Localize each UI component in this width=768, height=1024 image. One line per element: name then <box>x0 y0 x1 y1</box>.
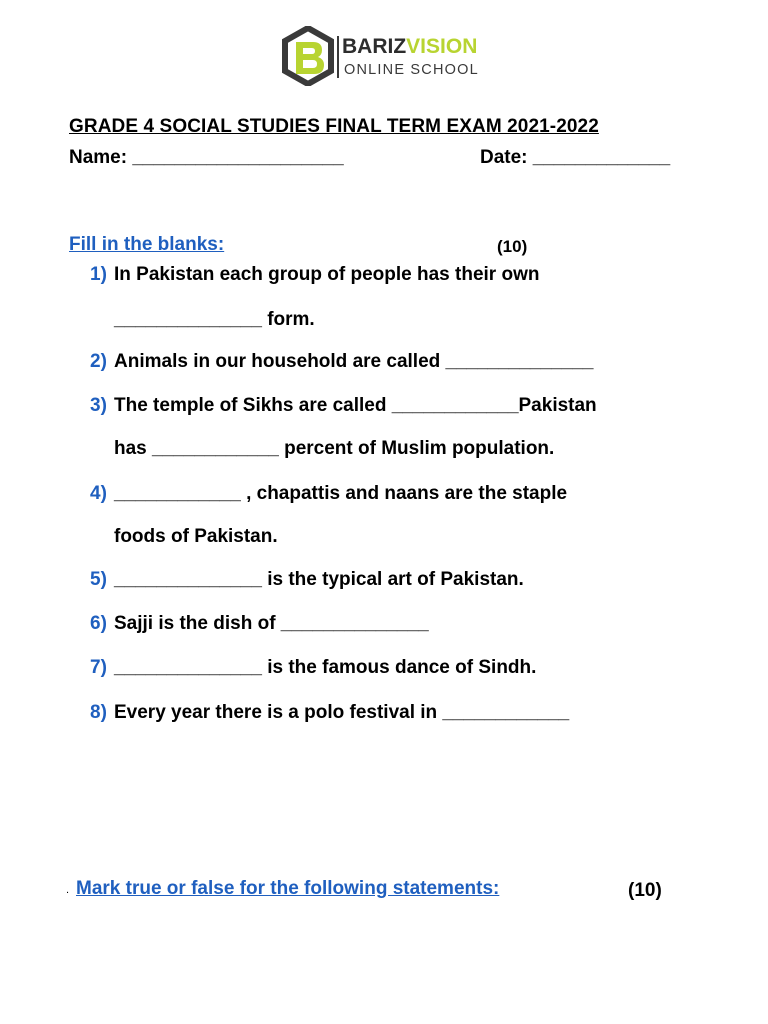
question-3 <box>90 394 597 418</box>
fill-blanks-marks: (10) <box>497 237 528 256</box>
brand-name-part1: BARIZ <box>342 35 407 58</box>
question-5 <box>90 568 524 592</box>
question-number: 6) <box>90 613 107 634</box>
question-8 <box>90 701 569 725</box>
question-2 <box>90 350 593 374</box>
true-false-heading: Mark true or false for the following statements: <box>76 878 500 899</box>
question-text: Animals in our household are called ______________ <box>114 351 594 372</box>
question-4 <box>90 482 567 506</box>
question-text: ____________ , chapattis and naans are the staple <box>114 483 568 504</box>
question-7 <box>90 656 536 680</box>
fill-blanks-heading: Fill in the blanks: <box>69 234 225 255</box>
question-3-continuation: has ____________ percent of Muslim population. <box>114 438 555 459</box>
bariz-logo-icon <box>282 26 334 86</box>
brand-subtitle: ONLINE SCHOOL <box>344 62 479 78</box>
question-text: ______________ is the famous dance of Sindh. <box>114 657 537 678</box>
question-number: 1) <box>90 264 107 285</box>
section-bullet: . <box>66 884 70 896</box>
question-text: Sajji is the dish of ______________ <box>114 613 429 634</box>
date-field: Date: _____________ <box>480 147 671 168</box>
question-number: 4) <box>90 483 107 504</box>
question-text: The temple of Sikhs are called ____________Pakistan <box>114 395 597 416</box>
question-number: 2) <box>90 351 107 372</box>
brand-name <box>342 36 477 58</box>
name-field: Name: ____________________ <box>69 147 344 168</box>
true-false-marks: (10) <box>628 880 662 901</box>
school-logo <box>282 26 497 86</box>
logo-divider <box>337 36 339 78</box>
question-text: ______________ is the typical art of Pakistan. <box>114 569 524 590</box>
question-1 <box>90 263 539 287</box>
question-6 <box>90 612 429 636</box>
question-text: Every year there is a polo festival in ____________ <box>114 702 570 723</box>
question-number: 7) <box>90 657 107 678</box>
question-number: 8) <box>90 702 107 723</box>
brand-name-part2: VISION <box>406 35 478 58</box>
question-4-continuation: foods of Pakistan. <box>114 526 278 547</box>
question-text: In Pakistan each group of people has their own <box>114 264 540 285</box>
question-number: 3) <box>90 395 107 416</box>
question-1-continuation: ______________ form. <box>114 309 315 330</box>
exam-title: GRADE 4 SOCIAL STUDIES FINAL TERM EXAM 2021-2022 <box>69 116 599 137</box>
question-number: 5) <box>90 569 107 590</box>
